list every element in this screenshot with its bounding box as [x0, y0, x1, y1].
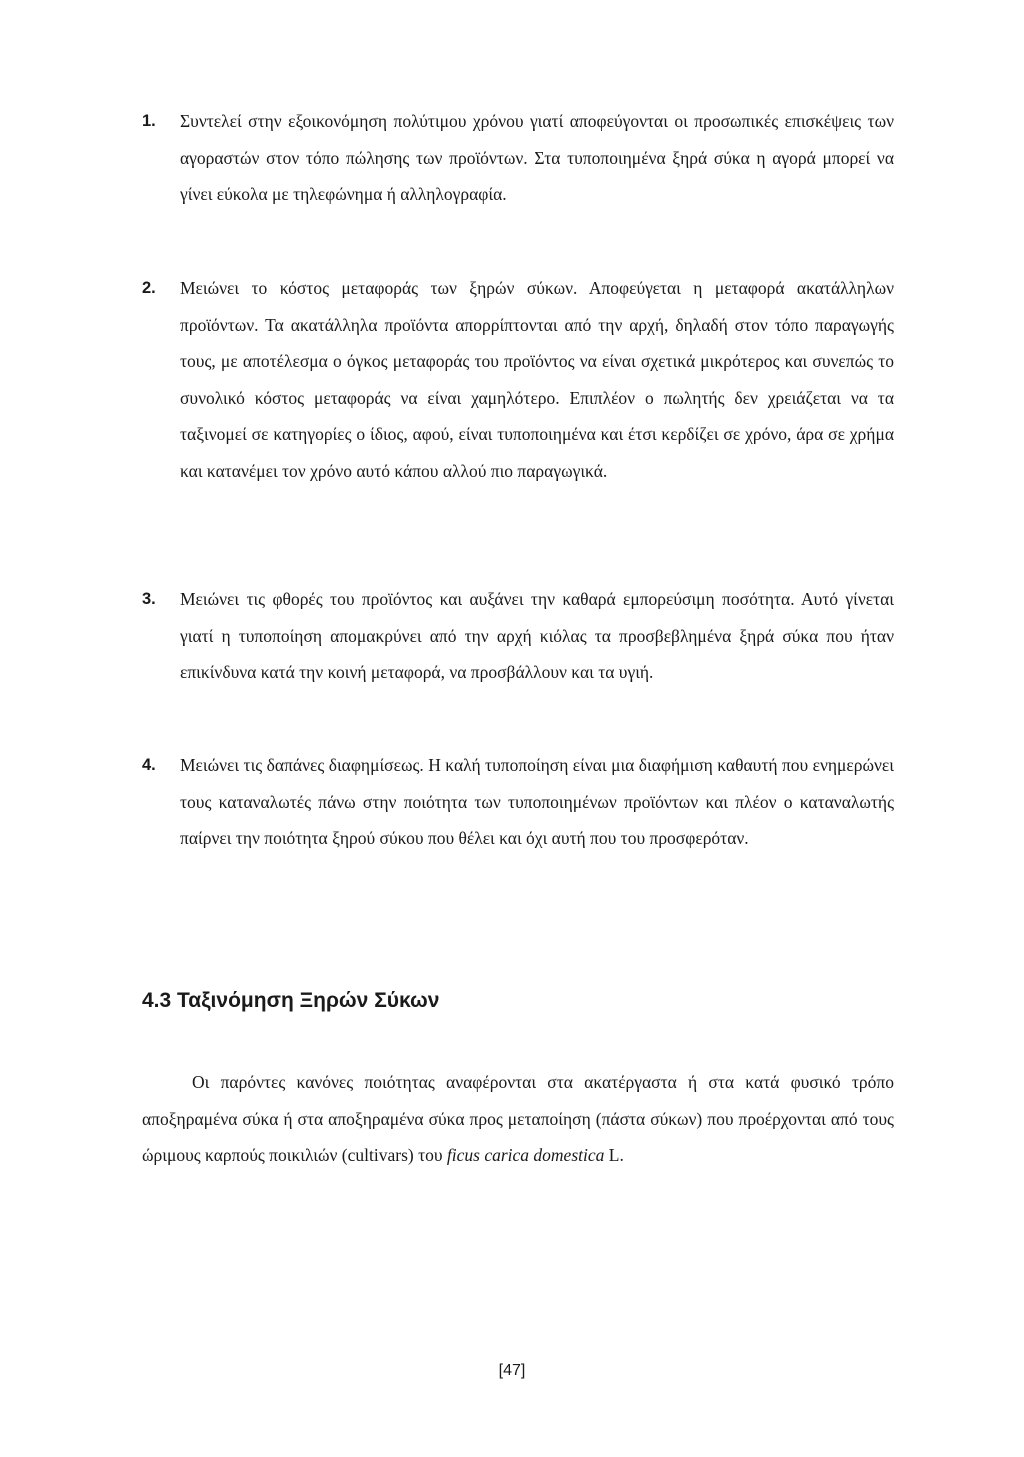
list-item-text: Μειώνει τις δαπάνες διαφημίσεως. Η καλή τυποποίηση είναι μια διαφήμιση καθαυτή που ενημερώνει τους καταναλωτές πάνω στην ποιότητα των τυποποιημένων προϊόντων και πλέον ο καταναλωτής παίρνει την ποιότητα ξηρού σύκου που θέλει και όχι αυτή που του προσφερόταν. — [180, 755, 894, 848]
list-item-number: 2. — [142, 279, 156, 297]
section-paragraph — [142, 1064, 894, 1174]
list-item — [142, 103, 894, 213]
list-item — [142, 270, 894, 489]
list-item-text: Μειώνει τις φθορές του προϊόντος και αυξάνει την καθαρά εμπορεύσιμη ποσότητα. Αυτό γίνεται γιατί η τυποποίηση απομακρύνει από την αρχή κιόλας τα προσβεβλημένα ξηρά σύκα που ήταν επικίνδυνα κατά την κοινή μεταφορά, να προσβάλλουν και τα υγιή. — [180, 589, 894, 682]
page-number: [47] — [498, 1362, 526, 1379]
paragraph-text-start: Οι παρόντες κανόνες ποιότητας αναφέρονται στα ακατέργαστα ή στα κατά φυσικό τρόπο αποξηραμένα σύκα ή στα αποξηραμένα σύκα προς μεταποίηση (πάστα σύκων) που προέρχονται από τους ώριμους καρπούς ποικιλιών (cultivars) του — [142, 1072, 894, 1165]
list-item — [142, 747, 894, 857]
list-item-number: 1. — [142, 112, 156, 130]
list-item-number: 3. — [142, 590, 156, 608]
list-item-number: 4. — [142, 756, 156, 774]
list-item — [142, 581, 894, 691]
paragraph-text-end: L. — [604, 1145, 624, 1165]
section-heading: 4.3 Ταξινόμηση Ξηρών Σύκων — [142, 989, 440, 1012]
list-item-text: Μειώνει το κόστος μεταφοράς των ξηρών σύκων. Αποφεύγεται η μεταφορά ακατάλληλων προϊόντων. Τα ακατάλληλα προϊόντα απορρίπτονται από την αρχή, δηλαδή στον τόπο παραγωγής τους, με αποτέλεσμα ο όγκος μεταφοράς του προϊόντος να είναι σχετικά μικρότερος και συνεπώς το συνολικό κόστος μεταφοράς να είναι χαμηλότερο. Επιπλέον ο πωλητής δεν χρειάζεται να τα ταξινομεί σε κατηγορίες ο ίδιος, αφού, είναι τυποποιημένα και έτσι κερδίζει σε χρόνο, άρα σε χρήμα και κατανέμει τον χρόνο αυτό κάπου αλλού πιο παραγωγικά. — [180, 278, 894, 481]
list-item-text: Συντελεί στην εξοικονόμηση πολύτιμου χρόνου γιατί αποφεύγονται οι προσωπικές επισκέψεις των αγοραστών στον τόπο πώλησης των προϊόντων. Στα τυποποιημένα ξηρά σύκα η αγορά μπορεί να γίνει εύκολα με τηλεφώνημα ή αλληλογραφία. — [180, 111, 894, 204]
species-name: ficus carica domestica — [446, 1145, 605, 1165]
